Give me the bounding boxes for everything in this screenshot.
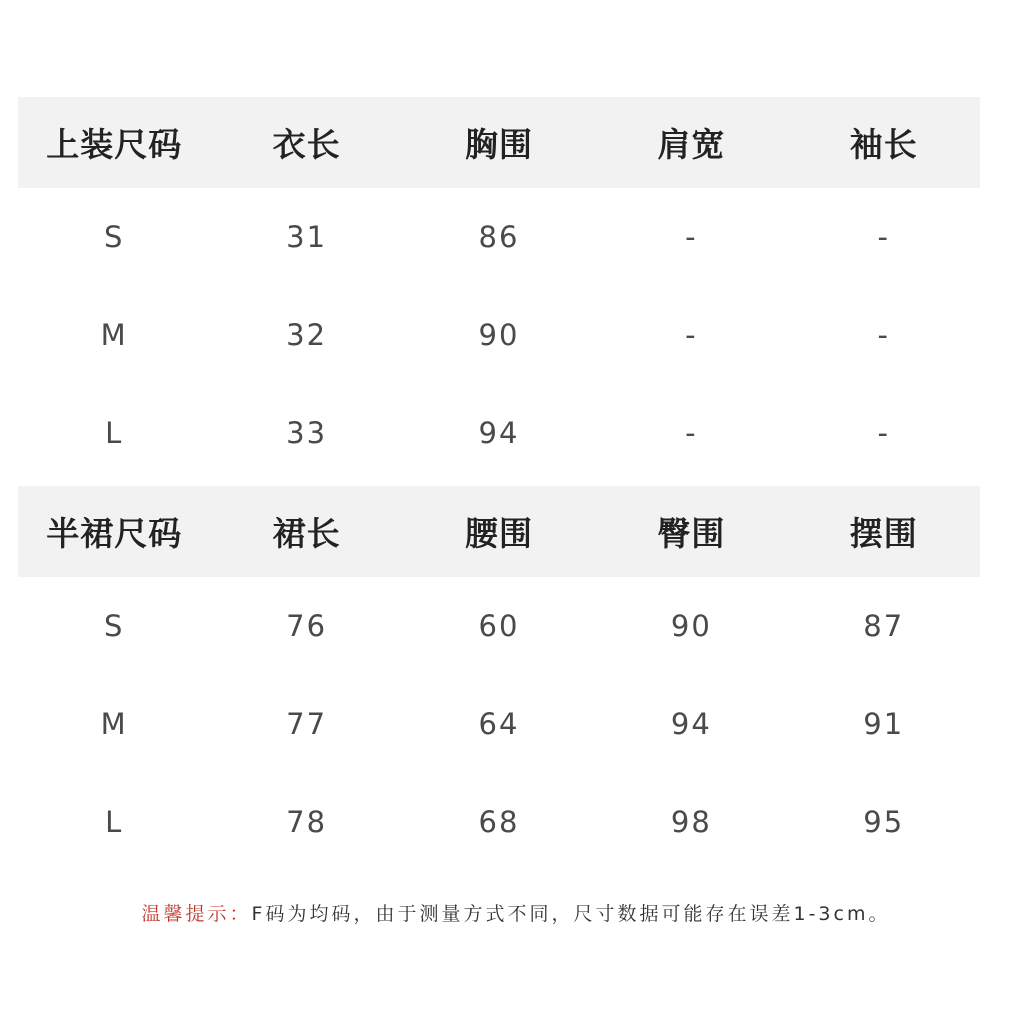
table-cell: 98 bbox=[670, 805, 712, 839]
table-cell: M bbox=[100, 318, 128, 352]
table-cell: - bbox=[877, 318, 890, 352]
header-cell-bust: 胸围 bbox=[464, 125, 533, 164]
table-cell: 32 bbox=[286, 318, 328, 352]
skirt-size-table bbox=[18, 486, 980, 871]
table-cell: 68 bbox=[478, 805, 520, 839]
header-cell-hem: 摆围 bbox=[849, 514, 918, 553]
notice-text: F码为均码，由于测量方式不同，尺寸数据可能存在误差1-3cm。 bbox=[251, 903, 891, 925]
table-cell: - bbox=[877, 416, 890, 450]
table-cell: - bbox=[685, 318, 698, 352]
top-table-header-row bbox=[18, 97, 980, 188]
header-cell-size: 上装尺码 bbox=[46, 125, 183, 164]
table-cell: 64 bbox=[478, 707, 520, 741]
table-cell: 60 bbox=[478, 609, 520, 643]
table-cell: - bbox=[877, 220, 890, 254]
table-cell: 86 bbox=[478, 220, 520, 254]
table-cell: 31 bbox=[286, 220, 328, 254]
table-row bbox=[18, 188, 980, 286]
table-cell: 33 bbox=[286, 416, 328, 450]
table-cell: S bbox=[103, 220, 125, 254]
header-cell-hip: 臀围 bbox=[657, 514, 726, 553]
header-cell-shoulder: 肩宽 bbox=[657, 125, 726, 164]
table-cell: 76 bbox=[286, 609, 328, 643]
table-row bbox=[18, 577, 980, 675]
table-cell: 94 bbox=[670, 707, 712, 741]
table-cell: 90 bbox=[670, 609, 712, 643]
table-cell: 87 bbox=[863, 609, 905, 643]
table-cell: L bbox=[105, 805, 124, 839]
table-row bbox=[18, 286, 980, 384]
header-cell-sleeve: 袖长 bbox=[849, 125, 918, 164]
header-cell-size: 半裙尺码 bbox=[46, 514, 183, 553]
size-notice bbox=[0, 899, 1032, 926]
table-cell: - bbox=[685, 416, 698, 450]
table-cell: L bbox=[105, 416, 124, 450]
table-row bbox=[18, 384, 980, 482]
header-cell-waist: 腰围 bbox=[464, 514, 533, 553]
notice-label: 温馨提示： bbox=[141, 903, 252, 925]
table-row bbox=[18, 773, 980, 871]
table-cell: 94 bbox=[478, 416, 520, 450]
table-cell: - bbox=[685, 220, 698, 254]
table-cell: M bbox=[100, 707, 128, 741]
header-cell-length: 衣长 bbox=[272, 125, 341, 164]
table-cell: 78 bbox=[286, 805, 328, 839]
table-row bbox=[18, 675, 980, 773]
skirt-table-header-row bbox=[18, 486, 980, 577]
table-cell: 95 bbox=[863, 805, 905, 839]
table-cell: S bbox=[103, 609, 125, 643]
header-cell-skirt-length: 裙长 bbox=[272, 514, 341, 553]
top-size-table bbox=[18, 97, 980, 482]
table-cell: 91 bbox=[863, 707, 905, 741]
table-cell: 77 bbox=[286, 707, 328, 741]
table-cell: 90 bbox=[478, 318, 520, 352]
